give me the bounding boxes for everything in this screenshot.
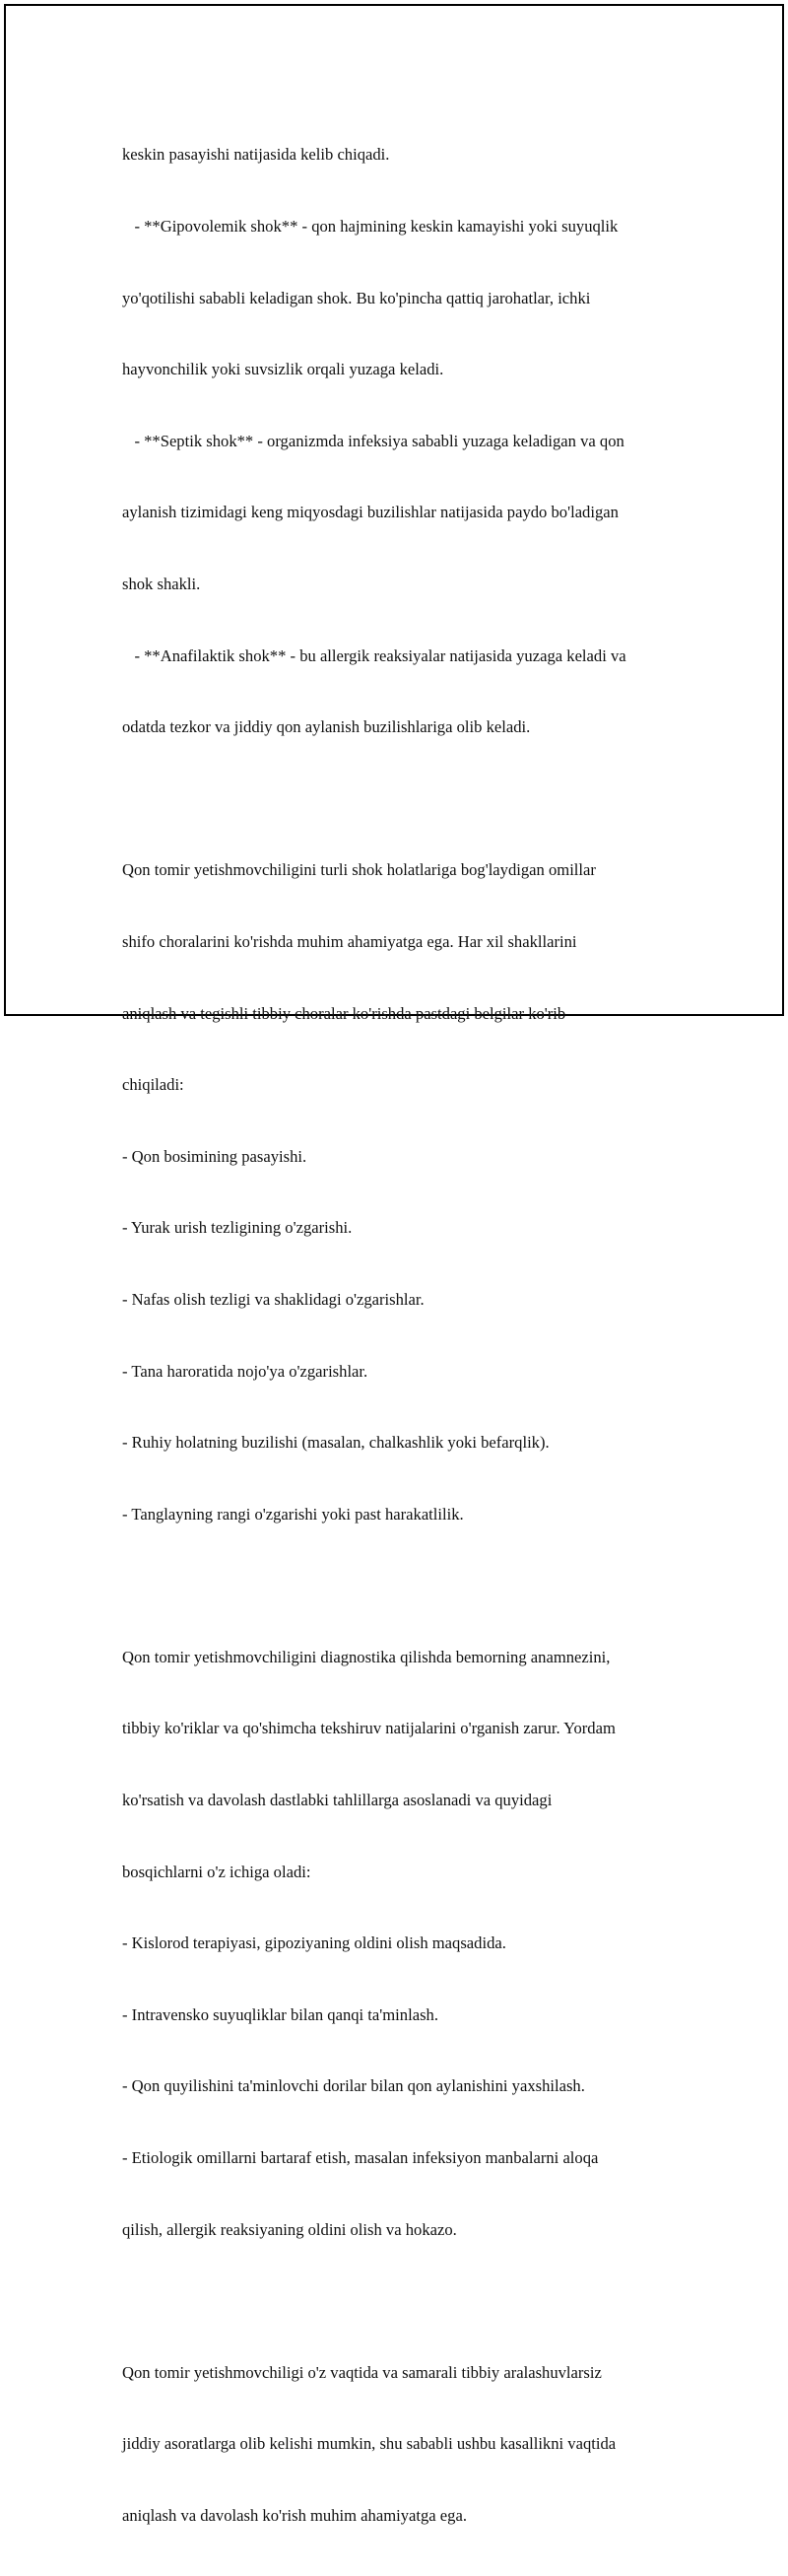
text-line: aylanish tizimidagi keng miqyosdagi buzilishlar natijasida paydo bo'ladigan — [122, 503, 619, 522]
list-item: - Intravensko suyuqliklar bilan qanqi ta'minlash. — [122, 2004, 438, 2024]
text-line: shok shakli. — [122, 574, 201, 593]
list-item: - Tanglayning rangi o'zgarishi yoki past harakatlilik. — [122, 1504, 464, 1524]
list-item: - Qon quyilishini ta'minlovchi dorilar bilan qon aylanishini yaxshilash. — [122, 2076, 585, 2096]
text-line: chiqiladi: — [122, 1075, 184, 1095]
list-item: - Nafas olish tezligi va shaklidagi o'zgarishlar. — [122, 1289, 425, 1309]
text-line: ko'rsatish va davolash dastlabki tahlillarga asoslanadi va quyidagi — [122, 1791, 553, 1810]
text-line: - **Septik shok** - organizmda infeksiya sababli yuzaga keladigan va qon — [122, 431, 624, 450]
text-line: aniqlash va davolash ko'rish muhim ahamiyatga ega. — [122, 2506, 467, 2525]
list-item: - Ruhiy holatning buzilishi (masalan, chalkashlik yoki befarqlik). — [122, 1433, 550, 1453]
text-line: hayvonchilik yoki suvsizlik orqali yuzaga keladi. — [122, 360, 444, 379]
text-line: - **Gipovolemik shok** - qon hajmining keskin kamayishi yoki suyuqlik — [122, 217, 619, 236]
list-item: - Yurak urish tezligining o'zgarishi. — [122, 1218, 353, 1238]
text-line: Qon tomir yetishmovchiligini turli shok holatlariga bog'laydigan omillar — [122, 860, 596, 880]
blank-line — [122, 2289, 703, 2313]
text-line: shifo choralarini ko'rishda muhim ahamiyatga ega. Har xil shakllarini — [122, 931, 577, 951]
page-frame — [4, 4, 784, 2525]
text-line: - **Anafilaktik shok** - bu allergik reaksiyalar natijasida yuzaga keladi va — [122, 645, 626, 665]
document-body — [122, 96, 703, 2576]
text-line: aniqlash va tegishli tibbiy choralar ko'rishda pastdagi belgilar ko'rib — [122, 1003, 566, 1023]
text-line: Qon tomir yetishmovchiligi o'z vaqtida va samarali tibbiy aralashuvlarsiz — [122, 2362, 602, 2382]
blank-line — [122, 787, 703, 811]
text-line: bosqichlarni o'z ichiga oladi: — [122, 1862, 311, 1881]
text-line: odatda tezkor va jiddiy qon aylanish buzilishlariga olib keladi. — [122, 717, 531, 737]
list-item: - Kislorod terapiyasi, gipoziyaning oldini olish maqsadida. — [122, 1933, 506, 1953]
text-line: qilish, allergik reaksiyaning oldini olish va hokazo. — [122, 2219, 457, 2239]
list-item: - Etiologik omillarni bartaraf etish, masalan infeksiyon manbalarni aloqa — [122, 2148, 599, 2168]
text-line: yo'qotilishi sababli keladigan shok. Bu ko'pincha qattiq jarohatlar, ichki — [122, 288, 591, 307]
list-item: - Qon bosimining pasayishi. — [122, 1146, 307, 1166]
text-line: tibbiy ko'riklar va qo'shimcha tekshiruv natijalarini o'rganish zarur. Yordam — [122, 1719, 616, 1738]
list-item: - Tana haroratida nojo'ya o'zgarishlar. — [122, 1361, 368, 1381]
text-line: Qon tomir yetishmovchiligini diagnostika qilishda bemorning anamnezini, — [122, 1647, 611, 1666]
text-line: jiddiy asoratlarga olib kelishi mumkin, shu sababli ushbu kasallikni vaqtida — [122, 2434, 617, 2454]
text-line: keskin pasayishi natijasida kelib chiqadi. — [122, 145, 390, 165]
blank-line — [122, 1574, 703, 1597]
